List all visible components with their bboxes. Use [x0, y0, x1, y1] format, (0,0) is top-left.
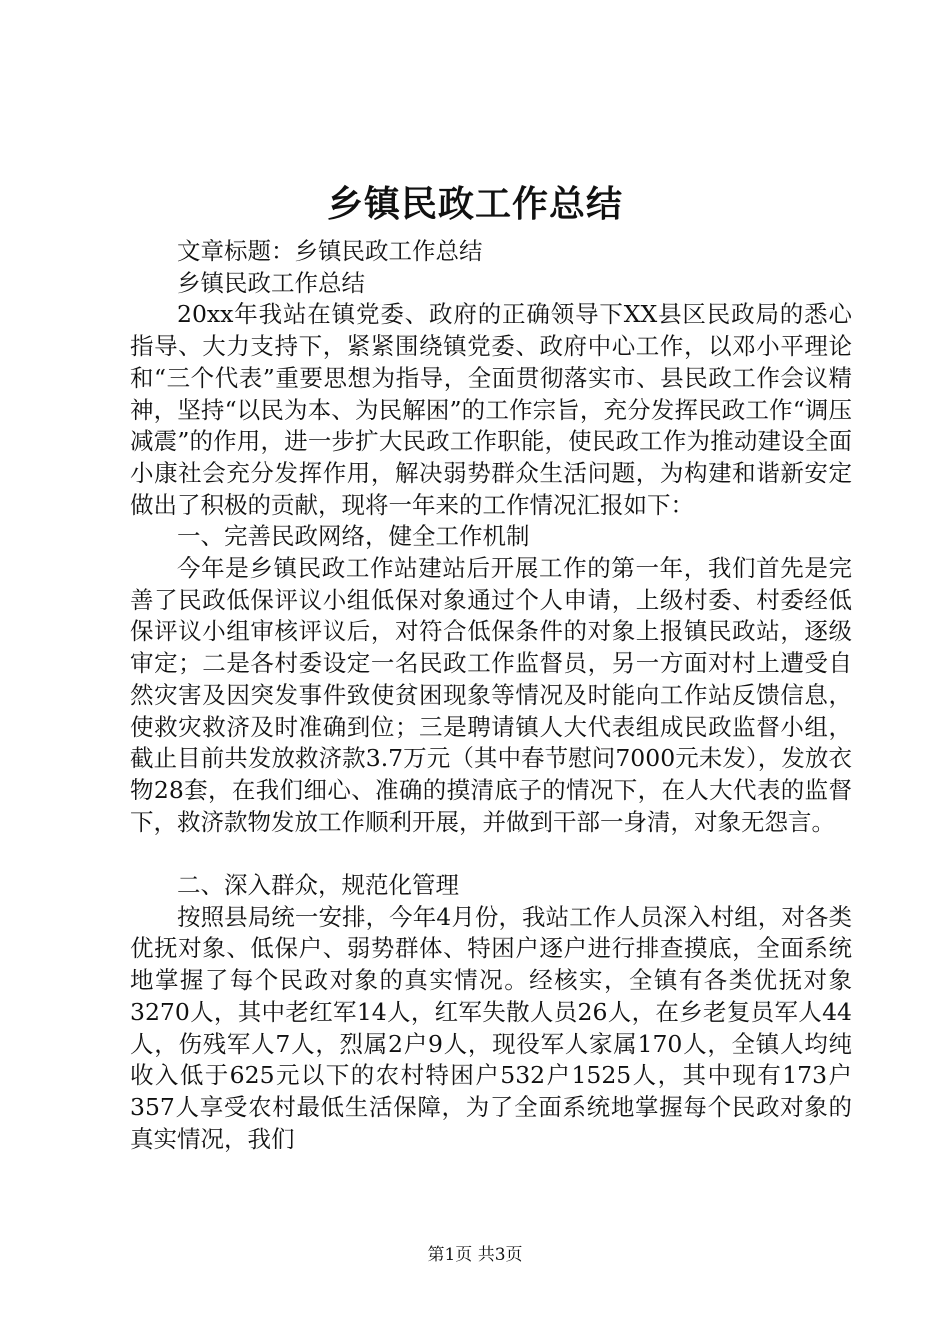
paragraph-intro: 20xx年我站在镇党委、政府的正确领导下XX县区民政局的悉心指导、大力支持下，紧紧围绕镇党委、政府中心工作，以邓小平理论和“三个代表”重要思想为指导，全面贯彻落实市、县民政工作会议精神，坚持“以民为本、为民解困”的工作宗旨，充分发挥民政工作“调压减震”的作用，进一步扩大民政工作职能，使民政工作为推动建设全面小康社会充分发挥作用，解决弱势群众生活问题，为构建和谐新安定做出了积极的贡献，现将一年来的工作情况汇报如下： — [130, 300, 852, 519]
paragraph-section-2: 按照县局统一安排，今年4月份，我站工作人员深入村组，对各类优抚对象、低保户、弱势群体、特困户逐户进行排查摸底，全面系统地掌握了每个民政对象的真实情况。经核实，全镇有各类优抚对象3270人，其中老红军14人，红军失散人员26人，在乡老复员军人44人，伤残军人7人，烈属2户9人，现役军人家属170人，全镇人均纯收入低于625元以下的农村特困户532户1525人，其中现有173户357人享受农村最低生活保障，为了全面系统地掌握每个民政对象的真实情况，我们 — [130, 902, 852, 1153]
page-footer: 第1页 共3页 — [427, 1245, 523, 1265]
section-heading-1: 一、完善民政网络，健全工作机制 — [177, 522, 530, 551]
document-body — [130, 236, 852, 1155]
article-label: 文章标题：乡镇民政工作总结 — [177, 237, 483, 265]
paragraph-section-1: 今年是乡镇民政工作站建站后开展工作的第一年，我们首先是完善了民政低保评议小组低保对象通过个人申请，上级村委、村委经低保评议小组审核评议后，对符合低保条件的对象上报镇民政站，逐级审定；二是各村委设定一名民政工作监督员，另一方面对村上遭受自然灾害及因突发事件致使贫困现象等情况及时能向工作站反馈信息，使救灾救济及时准确到位；三是聘请镇人大代表组成民政监督小组，截止目前共发放救济款3.7万元（其中春节慰问7000元未发），发放衣物28套，在我们细心、准确的摸清底子的情况下，在人大代表的监督下，救济款物发放工作顺利开展，并做到干部一身清，对象无怨言。 — [130, 554, 852, 836]
document-title: 乡镇民政工作总结 — [326, 183, 623, 225]
section-heading-2: 二、深入群众，规范化管理 — [177, 871, 459, 900]
document-subtitle: 乡镇民政工作总结 — [177, 268, 365, 297]
